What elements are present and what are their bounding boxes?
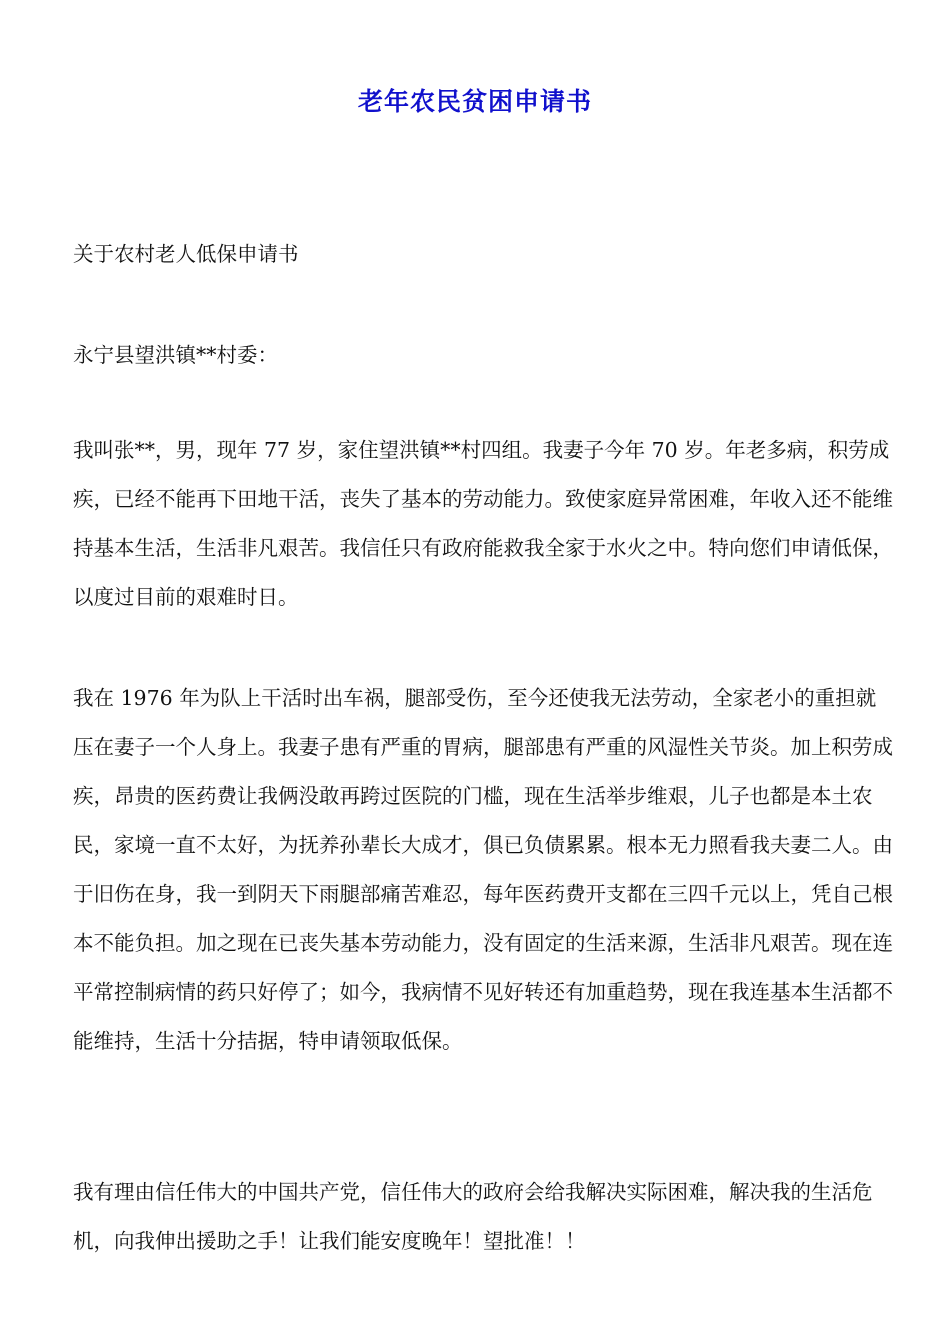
salutation: 永宁县望洪镇**村委： [73,343,278,367]
subject-line: 关于农村老人低保申请书 [73,242,299,266]
document-title: 老年农民贫困申请书 [357,87,592,116]
paragraph-2: 我在 1976 年为队上干活时出车祸，腿部受伤，至今还使我无法劳动，全家老小的重担就压在妻子一个人身上。我妻子患有严重的胃病，腿部患有严重的风湿性关节炎。加上积劳成疾，昂贵的医药费让我俩没敢再跨过医院的门槛，现在生活举步维艰，儿子也都是本土农民，家境一直不太好，为抚养孙辈长大成才，俱已负债累累。根本无力照看我夫妻二人。由于旧伤在身，我一到阴天下雨腿部痛苦难忍，每年医药费开支都在三四千元以上，凭自己根本不能负担。加之现在已丧失基本劳动能力，没有固定的生活来源，生活非凡艰苦。现在连平常控制病情的药只好停了；如今，我病情不见好转还有加重趋势，现在我连基本生活都不能维持，生活十分拮据，特申请领取低保。 [73,686,893,1053]
paragraph-3: 我有理由信任伟大的中国共产党，信任伟大的政府会给我解决实际困难，解决我的生活危机，向我伸出援助之手！让我们能安度晚年！望批准！！ [73,1180,873,1253]
paragraph-1: 我叫张**，男，现年 77 岁，家住望洪镇**村四组。我妻子今年 70 岁。年老多病，积劳成疾，已经不能再下田地干活，丧失了基本的劳动能力。致使家庭异常困难，年收入还不能维持基本生活，生活非凡艰苦。我信任只有政府能救我全家于水火之中。特向您们申请低保，以度过目前的艰难时日。 [73,438,893,609]
